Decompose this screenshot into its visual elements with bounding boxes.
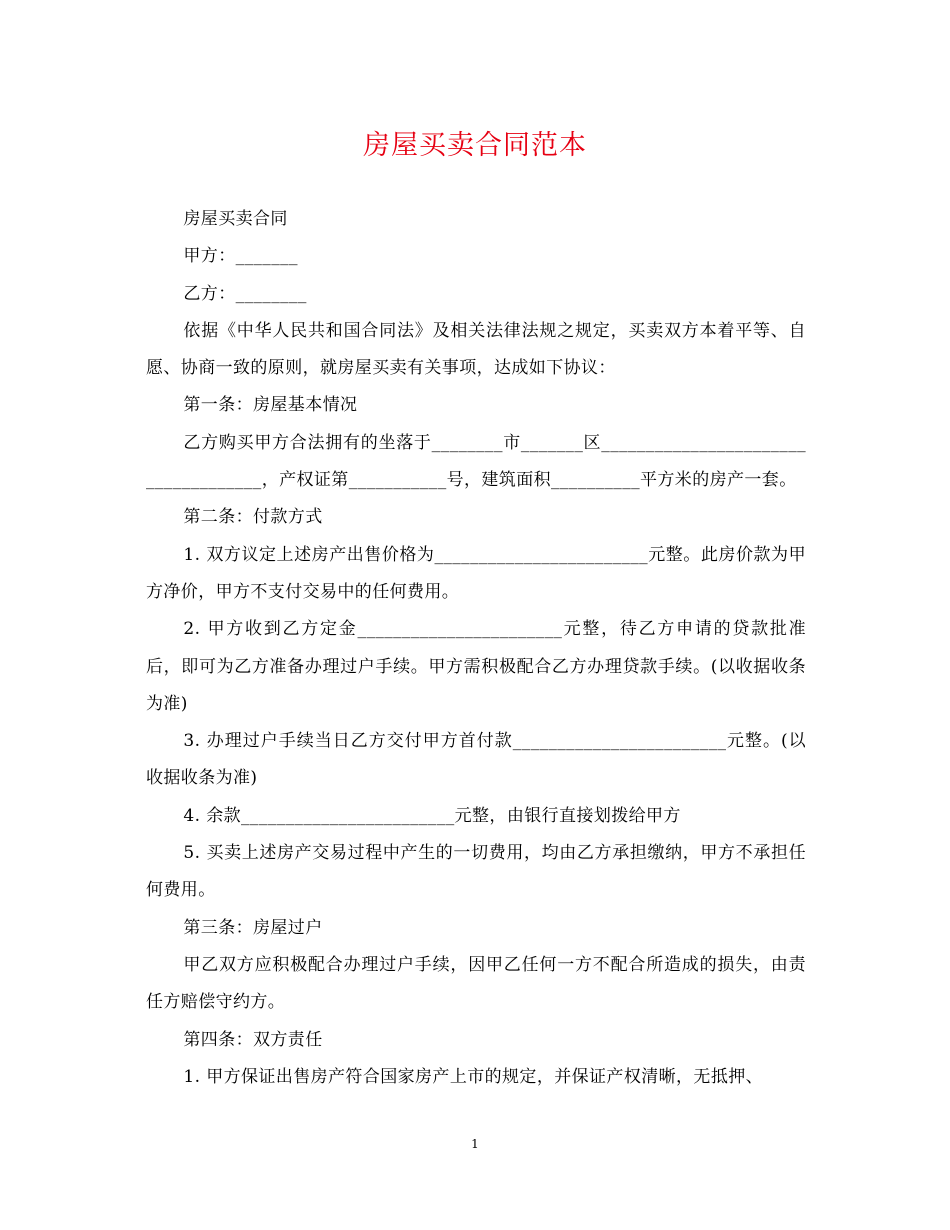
page-number: 1 (471, 1137, 479, 1151)
document-body (146, 201, 806, 1096)
paragraph-article-2-item-3: 3. 办理过户手续当日乙方交付甲方首付款________________________元整。(以收据收条为准) (146, 731, 806, 789)
paragraph-party-a: 甲方：_______ (183, 246, 298, 267)
paragraph-contract-heading: 房屋买卖合同 (183, 209, 288, 229)
paragraph-article-2-heading: 第二条：付款方式 (183, 507, 323, 528)
paragraph-article-2-item-2: 2. 甲方收到乙方定金_______________________元整，待乙方申请的贷款批准后，即可为乙方准备办理过户手续。甲方需积极配合乙方办理贷款手续。(以收据收条为准) (146, 619, 806, 714)
document-title: 房屋买卖合同范本 (363, 130, 587, 161)
paragraph-article-1-body: 乙方购买甲方合法拥有的坐落于________市_______区____________________________________，产权证第___________号，建筑面积__________平方米的房产一套。 (146, 432, 806, 491)
paragraph-article-1-heading: 第一条：房屋基本情况 (183, 395, 358, 416)
paragraph-party-b: 乙方：________ (183, 283, 307, 304)
paragraph-article-4-heading: 第四条：双方责任 (183, 1029, 323, 1050)
paragraph-article-2-item-1: 1. 双方议定上述房产出售价格为________________________元整。此房价款为甲方净价，甲方不支付交易中的任何费用。 (146, 544, 806, 602)
paragraph-article-3-body: 甲乙双方应积极配合办理过户手续，因甲乙任何一方不配合所造成的损失，由责任方赔偿守约方。 (146, 954, 806, 1013)
paragraph-preamble: 依据《中华人民共和国合同法》及相关法律法规之规定，买卖双方本着平等、自愿、协商一致的原则，就房屋买卖有关事项，达成如下协议： (146, 320, 806, 379)
paragraph-article-4-item-1: 1. 甲方保证出售房产符合国家房产上市的规定，并保证产权清晰，无抵押、 (183, 1066, 764, 1087)
paragraph-article-2-item-5: 5. 买卖上述房产交易过程中产生的一切费用，均由乙方承担缴纳，甲方不承担任何费用。 (146, 843, 806, 901)
paragraph-article-3-heading: 第三条：房屋过户 (183, 917, 323, 938)
paragraph-article-2-item-4: 4. 余款________________________元整，由银行直接划拨给甲方 (183, 805, 681, 826)
